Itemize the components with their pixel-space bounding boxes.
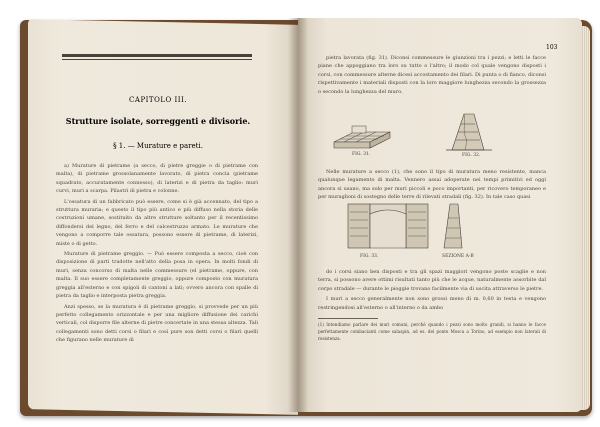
paragraph: a) Murature di pietrame (a secco, di pietre greggie o di pietrame con malta), di pietrame grossolanamente lavorato, di pietra concia (pietrame squadrato, accuratamente connesso), di laterizi e di pietra da taglio: muri curvi, muri a scarpa. Pilastri di pietra e colonne. xyxy=(56,163,258,195)
section-title: § 1. — Murature e pareti. xyxy=(113,142,203,150)
section-ab-caption: SEZIONE A-B xyxy=(442,254,474,259)
figure-32-caption: FIG. 32. xyxy=(462,153,481,158)
page-number: 103 xyxy=(546,44,558,51)
right-body-text-top xyxy=(318,54,546,98)
chapter-rule-thin xyxy=(62,59,252,60)
paragraph: I muri a secco generalmente non sono grossi meno di m. 0,60 in testa e vengono restringendosi all'esterno o all'interno o da ambo xyxy=(318,296,546,311)
figure-33-illustration xyxy=(346,200,466,252)
footnote-rule xyxy=(318,318,378,319)
chapter-heading: Strutture isolate, sorreggenti e divisorie. xyxy=(65,116,251,126)
paragraph: pietra lavorata (fig. 31). Diconsi commessure le giunzioni tra i pezzi; e letti le facce piane che appoggiano tra loro su tutto o l'altro; il modo col quale vengono disposti i corsi, con commessure alterne dicesi accostamento dei filari. Di punta o di fianco, diconsi rispettivamente i materiali disposti con la loro maggiore lunghezza secondo la grossezza o secondo la lunghezza del muro. xyxy=(318,55,546,95)
right-body-text-bottom xyxy=(318,268,546,314)
paragraph: do i corsi siano ben disposti e tra gli spazi maggiori vengono poste scaglie e non terra, si possono avere ottimi risultati tanto più che le acque, naturalmente assorbite dal corpo stradale — durante le pioggie trovano facilmente via di uscita attraverso le pietre. xyxy=(318,269,546,292)
figure-31-caption: FIG. 31. xyxy=(352,152,371,157)
chapter-title: CAPITOLO III. xyxy=(129,96,187,104)
left-body-text xyxy=(56,162,258,347)
right-body-text-middle xyxy=(318,168,546,204)
paragraph: L'ossatura di un fabbricato può essere, come si è già accennato, del tipo a struttura muraria; e questo il tipo più antico e più diffuso nella storia delle costruzioni umane, sostituito da altre strutture soltanto per il recentissimo diffondersi del legno, del ferro e del calcestruzzo armato. Le murature che vengono a comporre tale ossatura, possono essere di pietrame, di laterizi, miste o di getto. xyxy=(56,198,258,247)
book-gutter xyxy=(288,18,308,412)
paragraph: Nelle murature a secco (1), che sono il tipo di muratura meno resistente, manca qualunque legamento di malta. Vennero assai adoperate nei tempi primitivi ed oggi ancora si usano, ma solo per muri piccoli e poco importanti, per ricovero temporaneo e per muraglioni di sostegno delle terre di rilevati stradali (fig. 32). In tale caso quasi xyxy=(318,169,546,201)
footnote: (1) Intendiamo parlare dei muri comuni, perché quando i pezzi sono molto grandi, si hanno le facce perfettamente combacianti come salaspin, ad es. del ponte Mosca a Torino, ad esempio non laterali di resistenza. xyxy=(318,322,546,341)
paragraph: Anzi spesso, se la muratura è di pietrame greggio, si provvede per un più perfetto collegamento orizzontale e per una migliore diffusione dei carichi verticali, col disporre file alterne di pietre concertate in una stessa altezza. Tali collegamenti sono detti corsi o filari e così pure son detti corsi o filari quelli che figurano nelle murature di xyxy=(56,303,258,344)
figure-33-caption: FIG. 33. xyxy=(360,254,379,259)
paragraph: Murature di pietrame greggio. — Può essere composta a secco, cioè con disposizione di parti tradotte nell'atto della posa in opera. In molti fondi di muri, senza concorso di malta nelle commessure (el pietrame, oppure, con malta. Il suo essere completamente greggio, oppure composto con muratura greggia all'esterno e con spigoli di cantoni a lati; ovvero ancora con spalle di pietra da taglio e interposta pietra greggia. xyxy=(56,251,258,300)
figure-32-illustration xyxy=(444,110,494,152)
figure-31-illustration xyxy=(330,122,400,150)
chapter-rule xyxy=(62,54,252,57)
